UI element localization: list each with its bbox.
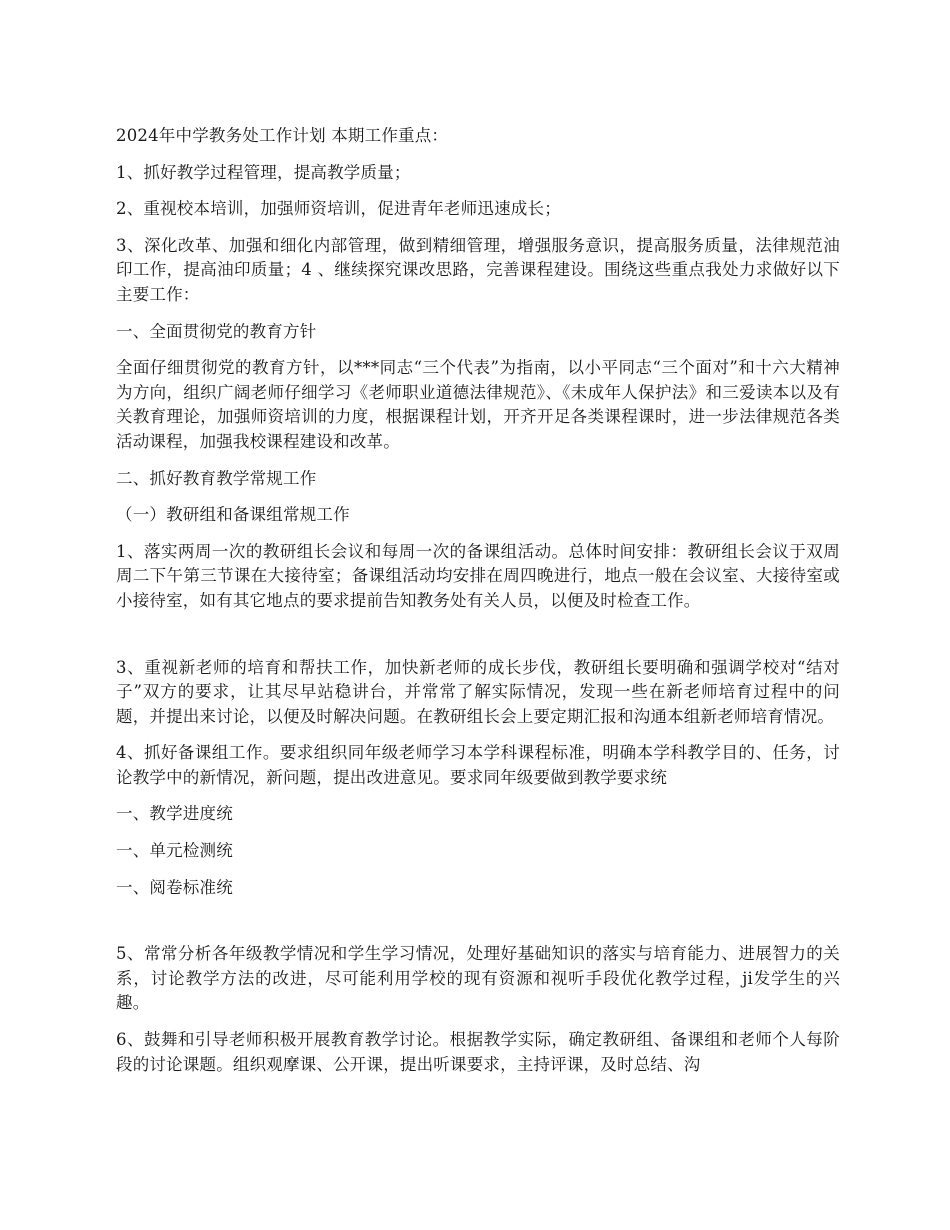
subsection-heading: （一）教研组和备课组常规工作 bbox=[116, 505, 350, 525]
paragraph: 6、鼓舞和引导老师积极开展教育教学讨论。根据教学实际，确定教研组、备课组和老师个人每阶段的讨论课题。组织观摩课、公开课，提出听课要求，主持评课，及时总结、沟 bbox=[116, 1030, 840, 1074]
paragraph: 3、深化改革、加强和细化内部管理，做到精细管理，增强服务意识，提高服务质量，法律规范油印工作，提高油印质量；4 、继续探究课改思路，完善课程建设。围绕这些重点我处力求做好以下主要工作： bbox=[116, 235, 840, 304]
paragraph: 4、抓好备课组工作。要求组织同年级老师学习本学科课程标准，明确本学科教学目的、任务，讨论教学中的新情况，新问题，提出改进意见。要求同年级要做到教学要求统 bbox=[116, 743, 840, 787]
paragraph: 2、重视校本培训，加强师资培训，促进青年老师迅速成长； bbox=[116, 199, 561, 219]
list-line: 一、单元检测统 bbox=[116, 841, 233, 861]
section-heading: 一、全面贯彻党的教育方针 bbox=[116, 321, 317, 341]
document-body bbox=[116, 124, 840, 1089]
blank-gap bbox=[116, 626, 840, 656]
paragraph: 5、常常分析各年级教学情况和学生学习情况，处理好基础知识的落实与培育能力、进展智力的关系，讨论教学方法的改进，尽可能利用学校的现有资源和视听手段优化教学过程，ji发学生的兴趣。 bbox=[116, 944, 840, 1013]
document-title-line: 2024年中学教务处工作计划 本期工作重点： bbox=[116, 126, 449, 145]
section-heading: 二、抓好教育教学常规工作 bbox=[116, 468, 317, 488]
paragraph: 1、抓好教学过程管理，提高教学质量； bbox=[116, 162, 411, 182]
blank-gap bbox=[116, 912, 840, 942]
list-line: 一、教学进度统 bbox=[116, 804, 233, 824]
list-line: 一、阅卷标准统 bbox=[116, 877, 233, 897]
paragraph: 3、重视新老师的培育和帮扶工作，加快新老师的成长步伐，教研组长要明确和强调学校对“结对子”双方的要求，让其尽早站稳讲台，并常常了解实际情况，发现一些在新老师培育过程中的问题，并提出来讨论，以便及时解决问题。在教研组长会上要定期汇报和沟通本组新老师培育情况。 bbox=[116, 657, 840, 726]
paragraph: 1、落实两周一次的教研组长会议和每周一次的备课组活动。总体时间安排：教研组长会议于双周周二下午第三节课在大接待室；备课组活动均安排在周四晚进行，地点一般在会议室、大接待室或小接待室，如有其它地点的要求提前告知教务处有关人员，以便及时检查工作。 bbox=[116, 541, 840, 610]
paragraph: 全面仔细贯彻党的教育方针，以***同志“三个代表”为指南，以小平同志“三个面对”和十六大精神为方向，组织广阔老师仔细学习《老师职业道德法律规范》、《未成年人保护法》和三爱读本以及有关教育理论，加强师资培训的力度，根据课程计划，开齐开足各类课程课时，进一步法律规范各类活动课程，加强我校课程建设和改革。 bbox=[116, 358, 840, 451]
